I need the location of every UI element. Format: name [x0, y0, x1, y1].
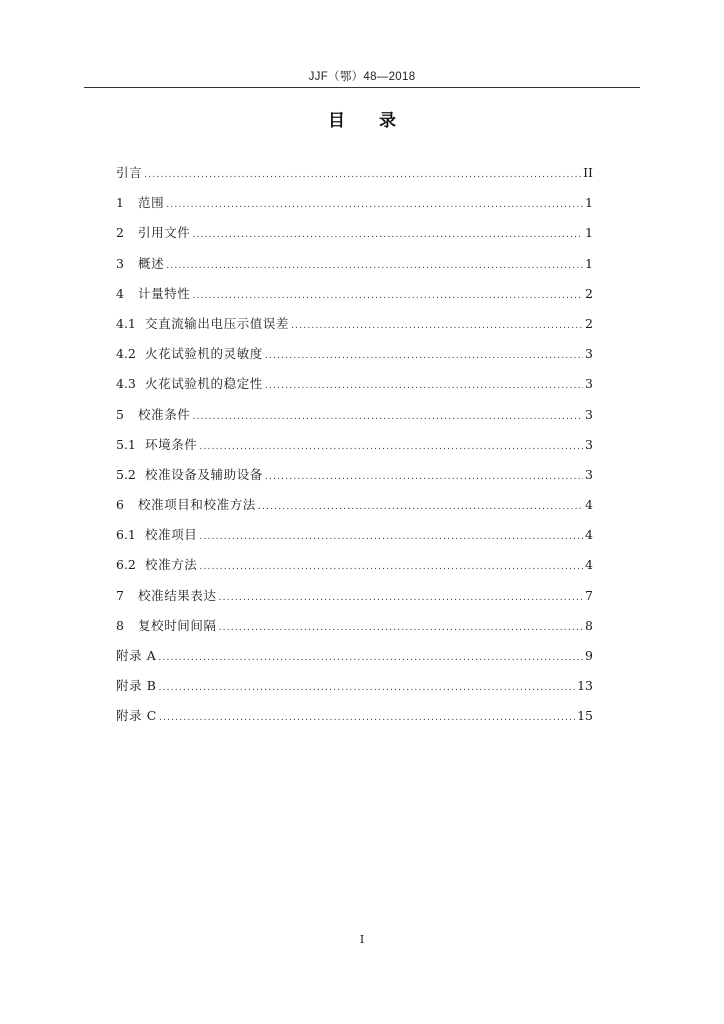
toc-entry-label: 附录 B	[116, 678, 157, 694]
toc-entry-page: 2	[585, 285, 593, 301]
document-code-header: JJF（鄂）48—2018	[308, 71, 416, 83]
toc-title: 目 录	[328, 111, 410, 131]
toc-entry-label: 引言	[116, 165, 143, 180]
toc-dot-leader	[291, 321, 583, 331]
toc-entry-number: 5	[116, 406, 124, 422]
toc-entry-page: 3	[585, 346, 593, 362]
toc-entry-label: 计量特性	[138, 285, 191, 301]
toc-entry[interactable]	[116, 193, 593, 223]
toc-entry-page: 3	[585, 406, 593, 422]
toc-entry-label: 范围	[138, 195, 165, 211]
toc-dot-leader	[192, 412, 583, 422]
toc-dot-leader	[258, 502, 583, 512]
toc-entry-number: 5.2	[116, 466, 136, 482]
toc-entry-page: 15	[577, 708, 593, 724]
toc-entry[interactable]	[116, 586, 593, 616]
toc-dot-leader	[219, 623, 583, 633]
toc-dot-leader	[166, 261, 583, 271]
table-of-contents	[116, 163, 593, 737]
toc-entry-page: 2	[585, 315, 593, 331]
toc-entry-number: 4	[116, 285, 124, 301]
toc-entry-label: 附录 C	[116, 708, 157, 724]
toc-entry-page: II	[583, 165, 593, 180]
toc-entry[interactable]	[116, 435, 593, 465]
toc-entry-number: 3	[116, 255, 124, 271]
toc-entry[interactable]	[116, 405, 593, 435]
toc-entry-page: 1	[585, 225, 593, 241]
toc-dot-leader	[159, 713, 575, 723]
toc-dot-leader	[192, 291, 583, 301]
toc-entry[interactable]	[116, 616, 593, 646]
toc-entry-label: 校准项目	[145, 527, 198, 543]
toc-entry-page: 4	[585, 497, 593, 513]
toc-entry[interactable]	[116, 254, 593, 284]
toc-entry-page: 3	[585, 436, 593, 452]
toc-dot-leader	[219, 593, 583, 603]
toc-entry-label: 引用文件	[138, 225, 191, 241]
toc-entry-page: 4	[585, 527, 593, 543]
toc-dot-leader	[265, 472, 583, 482]
toc-entry-page: 3	[585, 376, 593, 392]
toc-entry-label: 环境条件	[145, 436, 198, 452]
toc-entry[interactable]	[116, 223, 593, 253]
toc-entry[interactable]	[116, 163, 593, 193]
toc-entry-page: 4	[585, 557, 593, 573]
toc-entry-page: 1	[585, 195, 593, 211]
toc-entry-page: 8	[585, 617, 593, 633]
toc-entry-number: 6	[116, 497, 124, 513]
toc-dot-leader	[265, 381, 583, 391]
header-rule	[84, 87, 640, 88]
toc-entry[interactable]	[116, 284, 593, 314]
toc-dot-leader	[158, 653, 583, 663]
toc-dot-leader	[159, 683, 576, 693]
toc-entry[interactable]	[116, 555, 593, 585]
toc-entry-label: 复校时间间隔	[138, 617, 217, 633]
toc-entry-number: 5.1	[116, 436, 136, 452]
toc-entry[interactable]	[116, 646, 593, 676]
toc-dot-leader	[166, 200, 583, 210]
toc-entry-label: 校准项目和校准方法	[138, 497, 256, 513]
toc-entry[interactable]	[116, 525, 593, 555]
toc-entry[interactable]	[116, 676, 593, 706]
toc-entry-page: 1	[585, 255, 593, 271]
toc-dot-leader	[192, 230, 583, 240]
toc-entry-number: 2	[116, 225, 124, 241]
toc-entry-number: 4.3	[116, 376, 136, 392]
toc-entry-page: 13	[577, 678, 593, 694]
toc-entry[interactable]	[116, 314, 593, 344]
toc-entry[interactable]	[116, 495, 593, 525]
toc-entry[interactable]	[116, 706, 593, 736]
toc-dot-leader	[265, 351, 583, 361]
toc-entry-page: 7	[585, 587, 593, 603]
toc-entry-label: 校准设备及辅助设备	[145, 466, 263, 482]
toc-entry-label: 校准结果表达	[138, 587, 217, 603]
toc-entry-number: 6.1	[116, 527, 136, 543]
toc-entry-label: 火花试验机的稳定性	[145, 376, 263, 392]
toc-entry-number: 7	[116, 587, 124, 603]
toc-entry-number: 6.2	[116, 557, 136, 573]
toc-entry-label: 校准方法	[145, 557, 198, 573]
toc-entry[interactable]	[116, 374, 593, 404]
toc-dot-leader	[199, 562, 583, 572]
page-number: I	[359, 933, 365, 946]
toc-entry[interactable]	[116, 465, 593, 495]
toc-entry-number: 1	[116, 195, 124, 211]
toc-entry-label: 火花试验机的灵敏度	[145, 346, 263, 362]
toc-entry-number: 4.1	[116, 315, 136, 331]
toc-entry-page: 9	[585, 648, 593, 663]
toc-entry-label: 概述	[138, 255, 165, 271]
toc-entry-page: 3	[585, 466, 593, 482]
toc-entry[interactable]	[116, 344, 593, 374]
toc-entry-number: 4.2	[116, 346, 136, 362]
toc-dot-leader	[144, 170, 581, 180]
toc-dot-leader	[199, 532, 583, 542]
toc-entry-number: 8	[116, 617, 124, 633]
toc-entry-label: 附录 A	[116, 648, 157, 663]
toc-entry-label: 校准条件	[138, 406, 191, 422]
toc-entry-label: 交直流输出电压示值误差	[145, 315, 290, 331]
toc-dot-leader	[199, 442, 583, 452]
